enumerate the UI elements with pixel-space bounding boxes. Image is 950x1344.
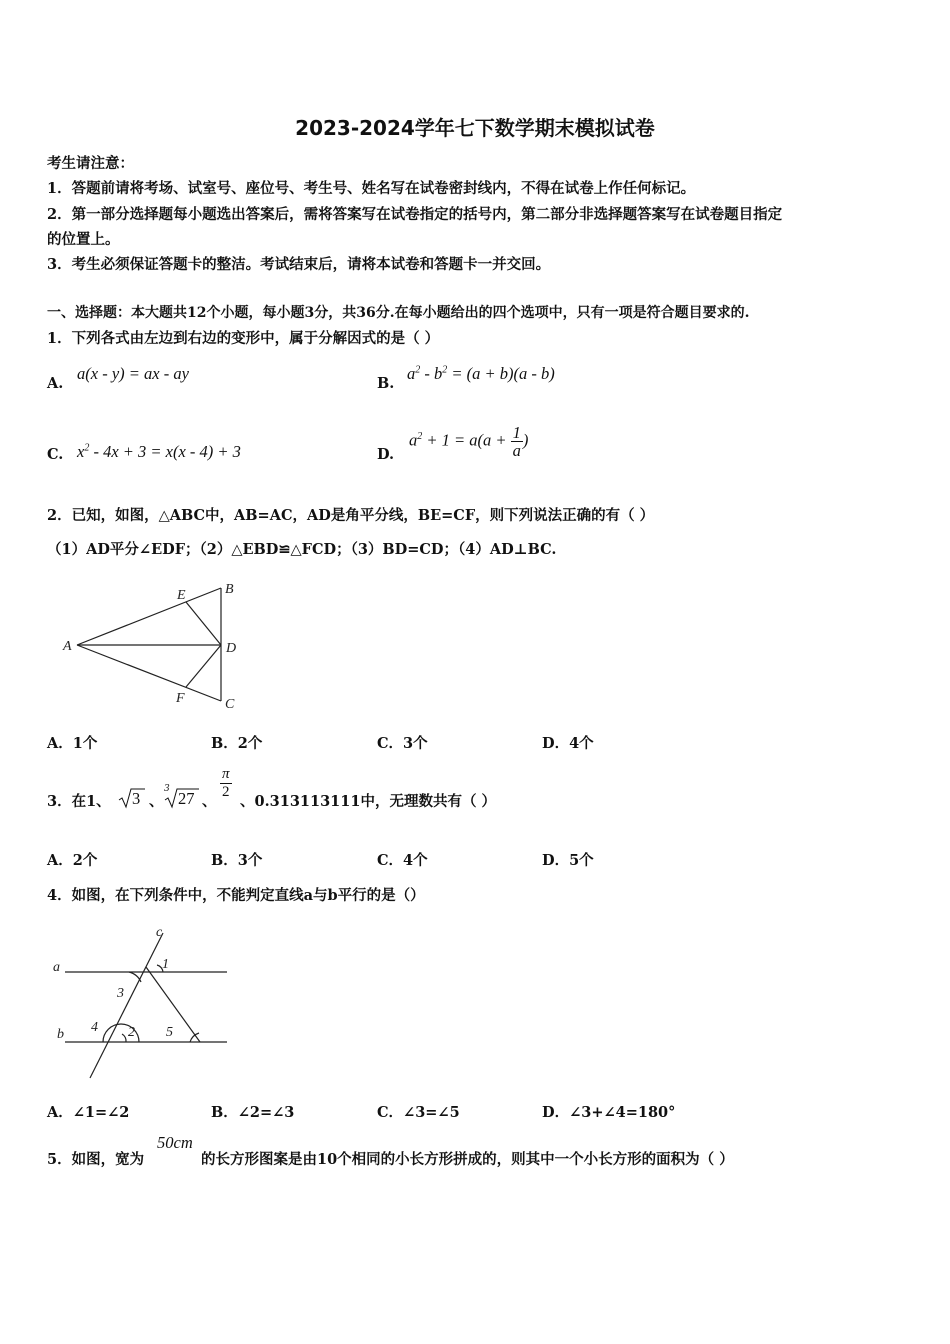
- q1-option-c-expr: $x^2 - 4x + 3 = x(x - 4) + 3$: [77, 442, 241, 461]
- fraction-pi-over-2: $\frac{\pi}{2}$: [222, 766, 230, 800]
- label-b: B: [225, 582, 234, 597]
- q4-option-d: D．∠3+∠4=180°: [542, 1104, 676, 1121]
- q3-option-b: B．3个: [211, 852, 263, 869]
- q4-option-b: B．∠2=∠3: [211, 1104, 295, 1121]
- segment-ac: [77, 645, 221, 701]
- q4-option-c: C．∠3=∠5: [377, 1104, 460, 1121]
- q2-option-a: A．1个: [47, 735, 98, 752]
- transversal: [146, 967, 200, 1042]
- notice-item-2: 2．第一部分选择题每小题选出答案后，需将答案写在试卷指定的括号内，第二部分非选择题答案写在试卷题目指定: [47, 206, 783, 223]
- label-line-c: c: [156, 925, 163, 940]
- notice-item-3: 3．考生必须保证答题卡的整洁。考试结束后，请将本试卷和答题卡一并交回。: [47, 256, 551, 273]
- q3-suffix: 、0.313113111中，无理数共有（ ）: [240, 793, 496, 810]
- q1-option-d-label: D.: [377, 446, 395, 463]
- label-line-a: a: [53, 960, 60, 975]
- label-a: A: [63, 639, 72, 654]
- q5-width: 50cm: [157, 1133, 193, 1152]
- q1-option-a-expr: a(x - y) = ax - ay: [77, 364, 189, 383]
- section-heading: 一、选择题：本大题共12个小题，每小题3分，共36分.在每小题给出的四个选项中，只有一项是符合题目要求的.: [47, 305, 750, 321]
- parallel-lines-figure: [45, 920, 245, 1085]
- q3-option-c: C．4个: [377, 852, 428, 869]
- q1-stem: 1．下列各式由左边到右边的变形中，属于分解因式的是（ ）: [47, 330, 440, 347]
- q2-option-b: B．2个: [211, 735, 263, 752]
- label-angle-4: 4: [91, 1020, 98, 1035]
- q2-option-c: C．3个: [377, 735, 428, 752]
- q2-statements: （1）AD平分∠EDF；（2）△EBD≌△FCD；（3）BD=CD；（4）AD⊥BC.: [47, 541, 557, 558]
- q5-suffix: 的长方形图案是由10个相同的小长方形拼成的，则其中一个小长方形的面积为（ ）: [201, 1151, 734, 1168]
- line-c: [90, 933, 163, 1078]
- triangle-figure: [55, 575, 255, 715]
- q3-sep-1: 、: [149, 793, 164, 810]
- label-d: D: [226, 641, 237, 656]
- label-c: C: [225, 697, 235, 712]
- label-angle-2: 2: [128, 1025, 135, 1040]
- label-e: E: [177, 588, 186, 603]
- page-title: 2023-2024学年七下数学期末模拟试卷: [295, 116, 655, 140]
- q1-option-b-expr: $a^2 - b^2 = (a + b)(a - b)$: [407, 364, 555, 383]
- q5-prefix: 5．如图，宽为: [47, 1151, 145, 1168]
- angle-2-arc: [122, 1034, 126, 1042]
- q1-option-c-label: C.: [47, 446, 64, 463]
- label-angle-5: 5: [166, 1025, 173, 1040]
- q4-option-a: A．∠1=∠2: [47, 1104, 130, 1121]
- segment-fd: [186, 645, 221, 687]
- segment-ed: [186, 602, 221, 645]
- fraction-1-over-a: $\frac{1}{a}$: [512, 423, 521, 460]
- q1-option-a-label: A.: [47, 375, 64, 392]
- q1-option-b-label: B.: [377, 375, 395, 392]
- label-angle-1: 1: [162, 957, 169, 972]
- q2-option-d: D．4个: [542, 735, 594, 752]
- q3-option-a: A．2个: [47, 852, 98, 869]
- label-f: F: [176, 691, 185, 706]
- label-angle-3: 3: [117, 986, 124, 1001]
- q3-option-d: D．5个: [542, 852, 594, 869]
- q4-stem: 4．如图，在下列条件中，不能判定直线a与b平行的是（）: [47, 887, 425, 904]
- label-line-b: b: [57, 1027, 64, 1042]
- notice-heading: 考生请注意：: [47, 155, 134, 172]
- q3-prefix: 3．在1、: [47, 793, 111, 810]
- q2-stem: 2．已知，如图，△ABC中，AB=AC，AD是角平分线，BE=CF，则下列说法正确的有（ ）: [47, 507, 655, 524]
- notice-item-1: 1．答题前请将考场、试室号、座位号、考生号、姓名写在试卷密封线内，不得在试卷上作任何标记。: [47, 180, 696, 197]
- q3-sep-2: 、: [202, 793, 217, 810]
- segment-ab: [77, 588, 221, 645]
- q1-option-d-expr: $a^2 + 1 = a(a$ + $\frac{1}{a}$ ): [409, 423, 529, 460]
- notice-item-2-cont: 的位置上。: [47, 231, 120, 248]
